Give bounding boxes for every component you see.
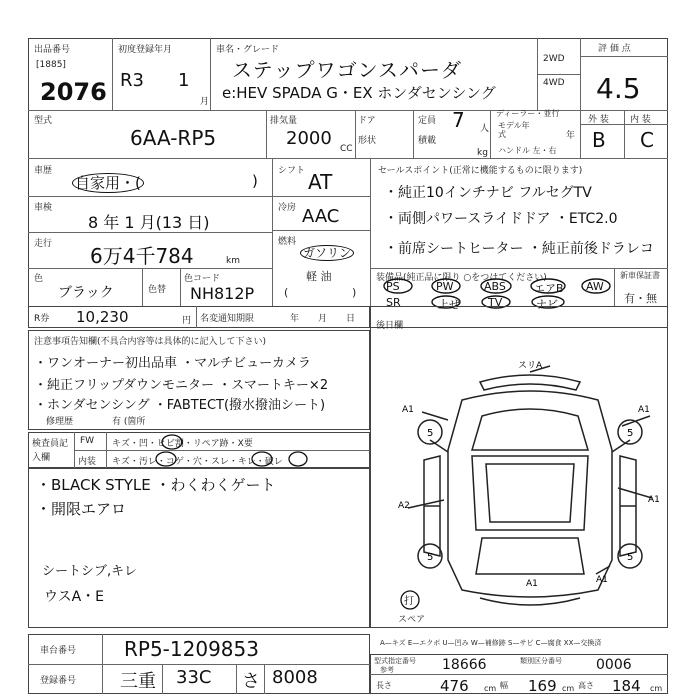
warranty-value: 有・無 [624, 292, 657, 305]
equip-abs: ABS [484, 280, 506, 293]
color-code-value: NH812P [190, 284, 255, 303]
fuel-value [300, 244, 354, 261]
exterior-grade: B [592, 128, 606, 152]
class-label: 類別区分番号 [520, 657, 562, 665]
equipment-title: 装備品(純正品に限り ○をつけてください) [376, 273, 547, 283]
width-label: 幅 [500, 681, 508, 690]
interior-grade: C [640, 128, 654, 152]
equip-pw: PW [436, 280, 454, 293]
score-value: 4.5 [596, 72, 641, 105]
spare-mark: 打 [404, 596, 414, 607]
door-label: ドア [358, 116, 376, 126]
inspection-label: 車検 [34, 203, 53, 213]
reg-number: 8008 [272, 667, 318, 688]
mark-a2: A2 [398, 501, 410, 511]
sales-point-item: ・両側パワースライドドア ・ETC2.0 [384, 211, 618, 227]
inspector-note: シートシブ,キレ [42, 564, 138, 579]
ref-label: 参考 [380, 666, 394, 674]
equip-leather: 上ぜ [438, 298, 460, 311]
chassis-value: RP5-1209853 [124, 637, 259, 661]
exterior-label: 外 装 [588, 115, 609, 125]
class-value: 0006 [596, 657, 632, 673]
lot-sub: [1885] [36, 60, 66, 70]
tire-mark: 5 [627, 428, 634, 439]
chassis-label: 車台番号 [40, 646, 77, 656]
int-text: キズ・汚レ・コゲ・穴・スレ・キレ・破レ [112, 457, 283, 467]
displacement-label: 排気量 [270, 116, 298, 126]
equip-sr: SR [386, 296, 401, 309]
type-spec-value: 18666 [442, 657, 487, 673]
type-spec-label: 型式指定番号 [374, 657, 416, 665]
spare-tire-circle [396, 590, 424, 610]
first-reg-era: R3 [120, 70, 144, 91]
equip-airbag: エアB [534, 282, 564, 295]
car-history-label: 車歴 [34, 166, 53, 176]
car-history-value [72, 172, 144, 193]
drive-4wd: 4WD [543, 78, 565, 88]
width-value: 169 [528, 677, 557, 695]
lot-label: 出品番号 [34, 45, 71, 55]
mark-a1: A1 [402, 405, 414, 415]
car-damage-diagram [400, 360, 660, 620]
sales-point-item: ・前席シートヒーター ・純正前後ドラレコ [384, 241, 654, 257]
month-unit: 月 [200, 97, 210, 107]
inspector-note: ・BLACK STYLE ・わくわくゲート [36, 476, 276, 494]
doc-notice-label: 名変通知期限 [200, 314, 255, 324]
equip-tv: TV [488, 296, 503, 309]
notes-item: ・純正フリップダウンモニター ・スマートキー×2 [34, 378, 329, 393]
interior-label: 内 装 [630, 115, 651, 125]
shift-label: シフト [278, 166, 306, 176]
name-label: 車名・グレード [216, 45, 280, 55]
km-unit: km [226, 256, 240, 266]
sales-points-title: セールスポイント(正常に機能するものに限ります) [378, 166, 583, 176]
mileage-value: 6万4千784 [90, 244, 194, 268]
score-label: 評 価 点 [598, 44, 631, 54]
sales-point-item: ・純正10インチナビ フルセグTV [384, 185, 592, 201]
recycle-label: R券 [34, 314, 50, 324]
doc-year: 年 [290, 314, 300, 324]
equip-ps: PS [386, 280, 400, 293]
car-history-close: ) [252, 172, 258, 190]
handle-label: ハンドル 左・右 [498, 146, 557, 155]
kg-unit: kg [477, 148, 488, 158]
capacity-value: 7 [452, 108, 465, 132]
model-value: 6AA-RP5 [130, 126, 217, 150]
fuel-paren-open: ( [284, 286, 289, 299]
equip-aw: AW [586, 280, 604, 293]
reg-class: 33C [176, 667, 212, 688]
notes-item: ・ワンオーナー初出品車 ・マルチビューカメラ [34, 356, 311, 371]
length-label: 長さ [376, 681, 392, 690]
height-value: 184 [612, 677, 641, 695]
doc-day: 日 [346, 314, 356, 324]
fw-text: キズ・凹・ヒビ割・リペア跡・X要 [112, 439, 253, 449]
inspector-note: ウスA・E [44, 589, 105, 605]
color-code-label: 色コード [184, 274, 221, 284]
fuel-label: 燃料 [278, 237, 297, 247]
mark-a1: A1 [596, 575, 608, 585]
height-unit: cm [650, 684, 663, 693]
mileage-label: 走行 [34, 239, 53, 249]
height-label: 高さ [578, 681, 594, 690]
dealer-label: ディーラー・並行 [496, 109, 560, 118]
color-label: 色 [34, 274, 44, 284]
fw-label: FW [80, 436, 95, 446]
fuel-alt: 軽 油 [306, 270, 332, 283]
mark-front: スリA [518, 361, 543, 371]
model-year-label: モデル年式 [498, 121, 530, 139]
car-history-circle: 自家用・( [72, 173, 144, 193]
equipment-circles [376, 276, 614, 308]
equip-navi: ナビ [536, 298, 558, 311]
reg-pref: 三重 [120, 671, 156, 692]
grade: e:HEV SPADA G・EX ホンダセンシング [222, 84, 496, 102]
tire-mark: 5 [627, 552, 634, 563]
mark-a1: A1 [638, 405, 650, 415]
first-reg-month: 1 [178, 70, 190, 91]
doc-month: 月 [318, 314, 328, 324]
repair-label: 修理歴 [46, 417, 74, 427]
tire-mark: 5 [427, 552, 434, 563]
spare-label: スペア [398, 615, 426, 625]
reg-kana: さ [242, 671, 260, 692]
first-reg-label: 初度登録年月 [118, 45, 173, 55]
inspector-label: 検査員記入欄 [32, 439, 69, 463]
person-unit: 人 [480, 124, 490, 134]
reg-label: 登録番号 [40, 676, 77, 686]
after-delivery-label: 後日欄 [376, 321, 404, 331]
mark-a1: A1 [526, 579, 538, 589]
length-value: 476 [440, 677, 469, 695]
repair-value: 有 (箇所 [112, 417, 146, 427]
mark-a1: A1 [648, 495, 660, 505]
model-label: 型式 [34, 116, 53, 126]
length-unit: cm [484, 684, 497, 693]
inspection-value: 8 年 1 月(13 日) [88, 213, 210, 232]
fuel-circle: ガソリン [300, 245, 354, 261]
warranty-label: 新車保証書 [620, 271, 660, 280]
recycle-yen: 円 [182, 316, 192, 326]
tire-mark: 5 [427, 428, 434, 439]
lot-number: 2076 [40, 78, 107, 106]
paint-label: 色替 [148, 285, 167, 295]
recycle-amount: 10,230 [76, 308, 129, 326]
payload-label: 積載 [418, 136, 437, 146]
car-name: ステップワゴンスパーダ [232, 58, 462, 82]
shape-label: 形状 [358, 136, 377, 146]
shift-value: AT [308, 170, 333, 194]
ac-value: AAC [302, 206, 340, 227]
fuel-paren-close: ) [352, 286, 357, 299]
color-value: ブラック [58, 285, 114, 301]
width-unit: cm [562, 684, 575, 693]
drive-2wd: 2WD [543, 54, 565, 64]
inspector-note: ・開限エアロ [36, 500, 127, 518]
ac-label: 冷房 [278, 203, 297, 213]
int-label: 内装 [78, 457, 97, 467]
year-unit: 年 [566, 131, 576, 141]
diagram-legend: A—キズ E—エクボ U—凹み W—補修跡 S—サビ C—腐食 XX—交換済 [380, 639, 602, 647]
inspector-circles [150, 432, 310, 468]
capacity-label: 定員 [418, 116, 437, 126]
notes-item: ・ホンダセンシング ・FABTECT(撥水撥油シート) [34, 398, 326, 413]
cc-unit: CC [340, 144, 353, 154]
displacement-value: 2000 [286, 128, 332, 149]
notes-title: 注意事項告知欄(不具合内容等は具体的に記入して下さい) [34, 337, 267, 347]
